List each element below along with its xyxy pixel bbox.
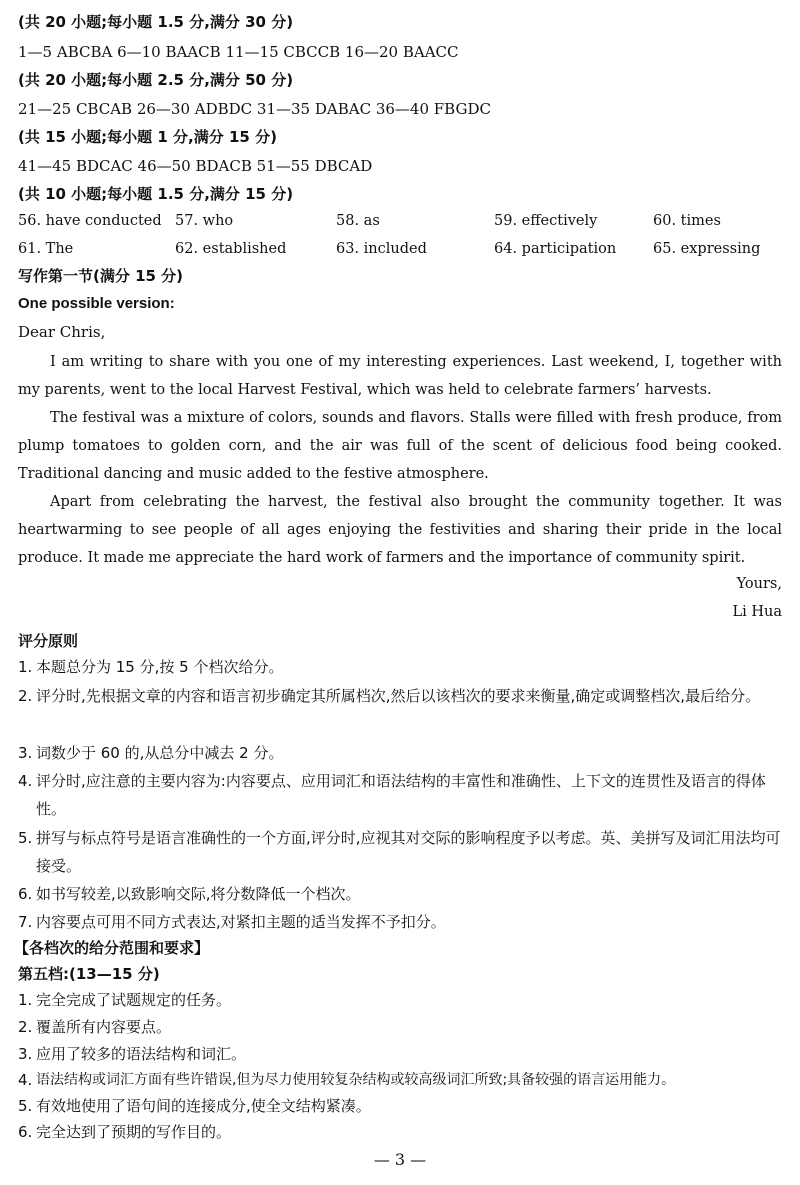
level-5-item: 1. 完全完成了试题规定的任务。 [18, 991, 232, 1009]
level-5-item: 3. 应用了较多的语法结构和词汇。 [18, 1045, 247, 1063]
grammar-answer: 61. The [18, 241, 74, 257]
writing-title: 写作第一节(满分 15 分) [18, 267, 184, 285]
grammar-answer: 62. established [175, 241, 287, 257]
section-2-answers: 21—25 CBCAB 26—30 ADBDC 31—35 DABAC 36—40 FBGDC [18, 100, 491, 118]
level-5-item: 2. 覆盖所有内容要点。 [18, 1018, 172, 1036]
grammar-answer: 59. effectively [494, 213, 598, 229]
grammar-answer: 65. expressing [653, 241, 761, 257]
grading-rule: 5. 拼写与标点符号是语言准确性的一个方面,评分时,应视其对交际的影响程度予以考虑。英、美拼写及词汇用法均可接受。 [18, 829, 781, 875]
grading-rule: 6. 如书写较差,以致影响交际,将分数降低一个档次。 [18, 885, 361, 903]
grammar-answer: 58. as [336, 213, 380, 229]
closing: Yours, [736, 576, 782, 592]
grammar-answer: 64. participation [494, 241, 617, 257]
essay-paragraph: I am writing to share with you one of my interesting experiences. Last weekend, I, together with my parents, went to the local Harvest Festival, which was held to celebrate farmers’ harvests. [18, 354, 782, 398]
section-1-header: (共 20 小题;每小题 1.5 分,满分 30 分) [18, 13, 294, 31]
grading-title: 评分原则 [18, 632, 79, 650]
signature: Li Hua [732, 604, 782, 620]
grading-rule: 7. 内容要点可用不同方式表达,对紧扣主题的适当发挥不予扣分。 [18, 913, 446, 931]
grammar-answer: 60. times [653, 213, 721, 229]
section-3-answers: 41—45 BDCAC 46—50 BDACB 51—55 DBCAD [18, 157, 373, 175]
grading-rule: 2. 评分时,先根据文章的内容和语言初步确定其所属档次,然后以该档次的要求来衡量,确定或调整档次,最后给分。 [18, 687, 761, 705]
section-2-header: (共 20 小题;每小题 2.5 分,满分 50 分) [18, 71, 294, 89]
section-4-header: (共 10 小题;每小题 1.5 分,满分 15 分) [18, 185, 294, 203]
section-1-answers: 1—5 ABCBA 6—10 BAACB 11—15 CBCCB 16—20 BAACC [18, 43, 459, 61]
level-5-title: 第五档:(13—15 分) [18, 965, 160, 983]
grammar-fill-row [18, 210, 788, 232]
page-number: — 3 — [373, 1150, 427, 1169]
grading-rule: 1. 本题总分为 15 分,按 5 个档次给分。 [18, 658, 284, 676]
essay-paragraph: Apart from celebrating the harvest, the festival also brought the community together. It was heartwarming to see people of all ages enjoying the festivities and sharing their pride in the local produce. It made me appreciate the hard work of farmers and the importance of community spirit. [18, 494, 782, 566]
level-5-item: 5. 有效地使用了语句间的连接成分,使全文结构紧凑。 [18, 1097, 371, 1115]
grammar-answer: 57. who [175, 213, 234, 229]
version-label: One possible version: [18, 295, 175, 312]
section-3-header: (共 15 小题;每小题 1 分,满分 15 分) [18, 128, 277, 146]
level-5-item: 4. 语法结构或词汇方面有些许错误,但为尽力使用较复杂结构或较高级词汇所致;具备较强的语言运用能力。 [18, 1071, 676, 1089]
grading-rule: 3. 词数少于 60 的,从总分中减去 2 分。 [18, 744, 284, 762]
level-5-item: 6. 完全达到了预期的写作目的。 [18, 1123, 232, 1141]
grammar-answer: 63. included [336, 241, 427, 257]
grammar-fill-row [18, 238, 788, 260]
salutation: Dear Chris, [18, 323, 106, 341]
grading-rule: 4. 评分时,应注意的主要内容为:内容要点、应用词汇和语法结构的丰富性和准确性、上下文的连贯性及语言的得体性。 [18, 772, 766, 818]
grammar-answer: 56. have conducted [18, 213, 162, 229]
levels-title: 【各档次的给分范围和要求】 [14, 939, 210, 957]
essay-paragraph: The festival was a mixture of colors, sounds and flavors. Stalls were filled with fresh produce, from plump tomatoes to golden corn, and the air was full of the scent of delicious food being cooked. Traditional dancing and music added to the festive atmosphere. [18, 410, 782, 482]
